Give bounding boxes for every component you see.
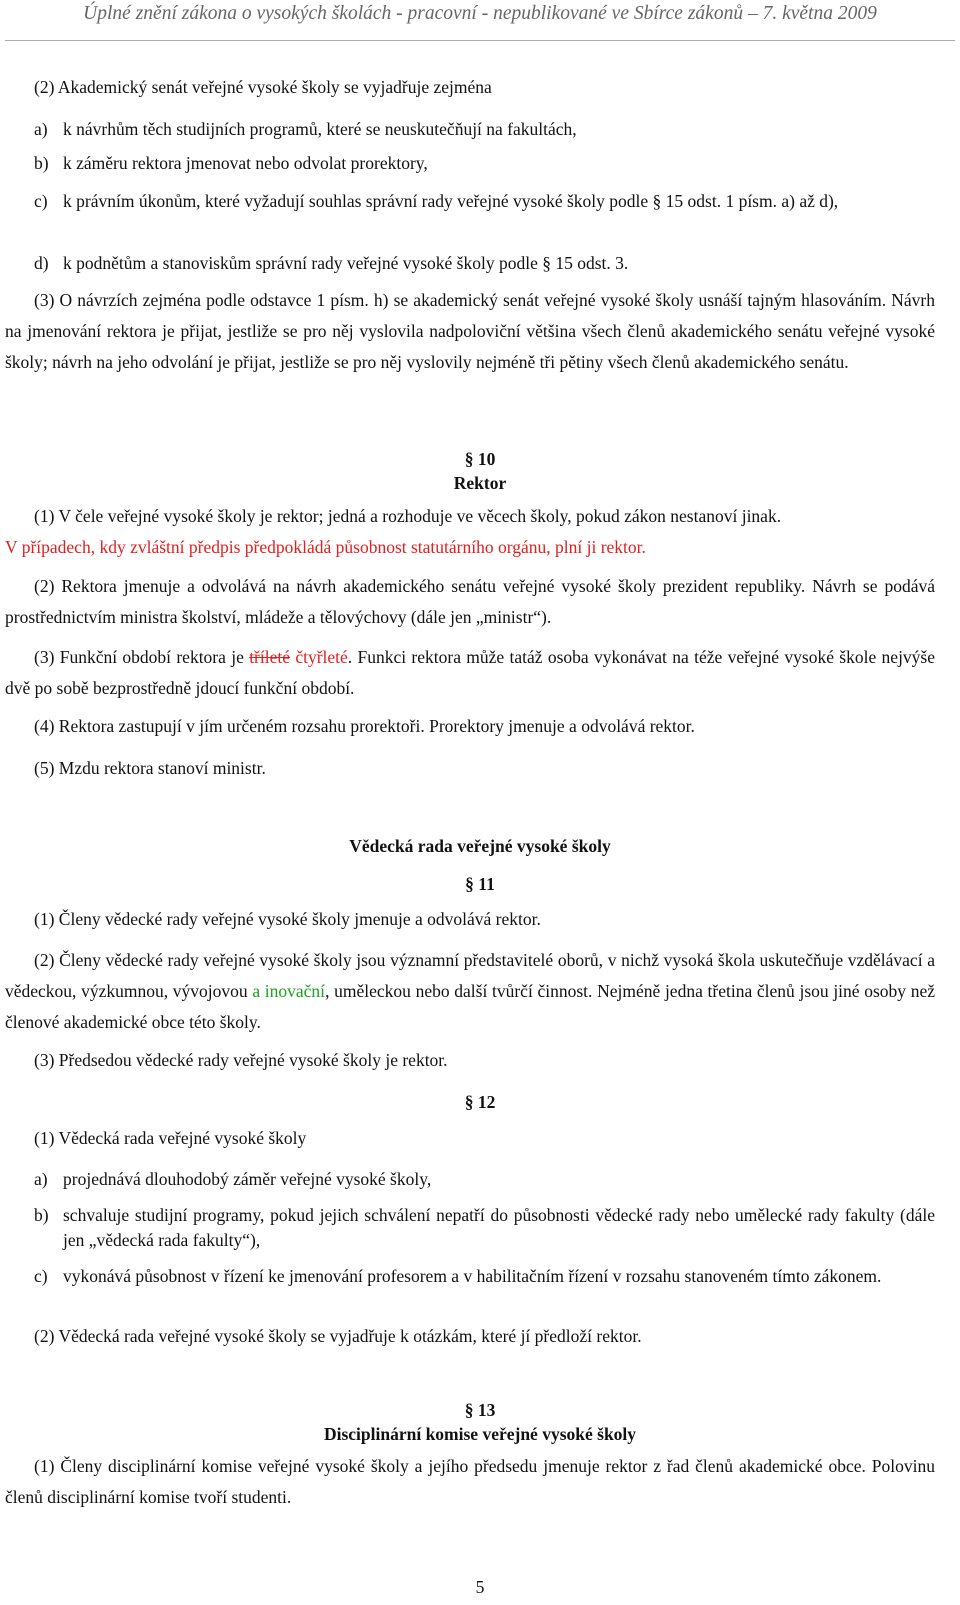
item-text: k podnětům a stanoviskům správní rady veřejné vysoké školy podle § 15 odst. 3.	[63, 253, 629, 273]
sec10-p4: (4) Rektora zastupují v jím určeném rozsahu prorektoři. Prorektory jmenuje a odvolává rektor.	[34, 716, 695, 736]
sec10-p3-text	[5, 642, 935, 704]
sec10-p1	[5, 501, 935, 563]
sec11-p2-text	[5, 945, 935, 1038]
item-label: a)	[34, 119, 48, 139]
list-item	[34, 189, 935, 214]
sec11-p3: (3) Předsedou vědecké rady veřejné vysoké školy je rektor.	[34, 1050, 448, 1070]
header-divider	[5, 40, 955, 41]
running-header: Úplné znění zákona o vysokých školách - pracovní - nepublikované ve Sbírce zákonů – 7. května 2009	[83, 3, 877, 24]
item-text: k návrhům těch studijních programů, které se neuskutečňují na fakultách,	[63, 119, 577, 139]
sec9-p3-text: (3) O návrzích zejména podle odstavce 1 písm. h) se akademický senát veřejné vysoké školy usnáší tajným hlasováním. Návrh na jmenování rektora je přijat, jestliže se pro něj vyslovila nadpoloviční většina všech členů akademického senátu veřejné vysoké školy; návrh na jeho odvolání je přijat, jestliže se pro něj vyslovily nejméně tři pětiny všech členů akademického senátu.	[5, 290, 935, 372]
sec9-p3	[5, 285, 935, 378]
list-item	[34, 1264, 935, 1289]
sec10-p2-text: (2) Rektora jmenuje a odvolává na návrh akademického senátu veřejné vysoké školy prezident republiky. Návrh se podává prostřednictvím ministra školství, mládeže a tělovýchovy (dále jen „ministr“).	[5, 576, 935, 627]
added-text: a inovační	[252, 981, 326, 1001]
item-text: projednává dlouhodobý záměr veřejné vysoké školy,	[63, 1169, 432, 1189]
section-title: Rektor	[453, 473, 507, 493]
sec9-p2-intro: (2) Akademický senát veřejné vysoké školy se vyjadřuje zejména	[34, 77, 492, 97]
sec10-p2	[5, 571, 935, 633]
sec10-p3	[5, 642, 935, 704]
item-label: b)	[34, 153, 49, 173]
sec10-p5: (5) Mzdu rektora stanoví ministr.	[34, 758, 266, 778]
item-text: schvaluje studijní programy, pokud jejich schválení nepatří do působnosti vědecké rady nebo umělecké rady fakulty (dále jen „vědecká rada fakulty“),	[63, 1205, 935, 1250]
sec11-p1: (1) Členy vědecké rady veřejné vysoké školy jmenuje a odvolává rektor.	[34, 909, 541, 929]
item-text: k záměru rektora jmenovat nebo odvolat prorektory,	[63, 153, 428, 173]
deleted-text: tříleté	[249, 647, 290, 667]
added-text: čtyřleté	[295, 647, 348, 667]
section-number: § 11	[465, 874, 495, 894]
section-number: § 12	[464, 1092, 496, 1112]
sec12-p1-intro: (1) Vědecká rada veřejné vysoké školy	[34, 1128, 307, 1148]
section-number: § 13	[464, 1400, 496, 1420]
sec13-p1	[5, 1451, 935, 1513]
sec10-p1-amendment: V případech, kdy zvláštní předpis předpokládá působnost statutárního orgánu, plní ji rektor.	[5, 537, 646, 557]
p2-rest: , uměleckou nebo další tvůrčí činnost. Nejméně jedna třetina členů jsou jiné osoby než členové akademické obce této školy.	[5, 981, 936, 1032]
page-number: 5	[475, 1577, 485, 1597]
section-title: Vědecká rada veřejné vysoké školy	[349, 836, 611, 856]
list-item	[34, 1203, 935, 1253]
section-number: § 10	[464, 449, 496, 469]
item-label: c)	[34, 1266, 48, 1286]
sec13-p1-text: (1) Členy disciplinární komise veřejné vysoké školy a jejího předsedu jmenuje rektor z řad členů akademické obce. Polovinu členů disciplinární komise tvoří studenti.	[5, 1456, 935, 1507]
item-label: b)	[34, 1205, 49, 1225]
list-item	[34, 251, 935, 276]
list-item	[34, 151, 935, 176]
item-text: k právním úkonům, které vyžadují souhlas správní rady veřejné vysoké školy podle § 15 odst. 1 písm. a) až d),	[63, 191, 839, 211]
p2-start: (2) Členy vědecké rady veřejné vysoké školy jsou významní představitelé oborů, v nichž vysoká škola uskutečňuje vzdělávací a vědeckou, výzkumnou, vývojovou	[5, 950, 935, 1001]
item-label: d)	[34, 253, 49, 273]
item-label: c)	[34, 191, 48, 211]
sec10-p1-text: (1) V čele veřejné vysoké školy je rektor; jedná a rozhoduje ve věcech školy, pokud zákon nestanoví jinak.	[34, 506, 782, 526]
sec12-p2: (2) Vědecká rada veřejné vysoké školy se vyjadřuje k otázkám, které jí předloží rektor.	[34, 1326, 642, 1346]
sec11-p2	[5, 945, 935, 1038]
p3-start: (3) Funkční období rektora je	[34, 647, 244, 667]
item-label: a)	[34, 1169, 48, 1189]
list-item	[34, 1167, 935, 1192]
section-title: Disciplinární komise veřejné vysoké školy	[323, 1424, 637, 1444]
list-item	[34, 117, 935, 142]
p3-rest: . Funkci rektora může tatáž osoba vykonávat na téže veřejné vysoké škole nejvýše dvě po sobě bezprostředně jdoucí funkční období.	[5, 647, 936, 698]
item-text: vykonává působnost v řízení ke jmenování profesorem a v habilitačním řízení v rozsahu stanoveném tímto zákonem.	[63, 1266, 882, 1286]
